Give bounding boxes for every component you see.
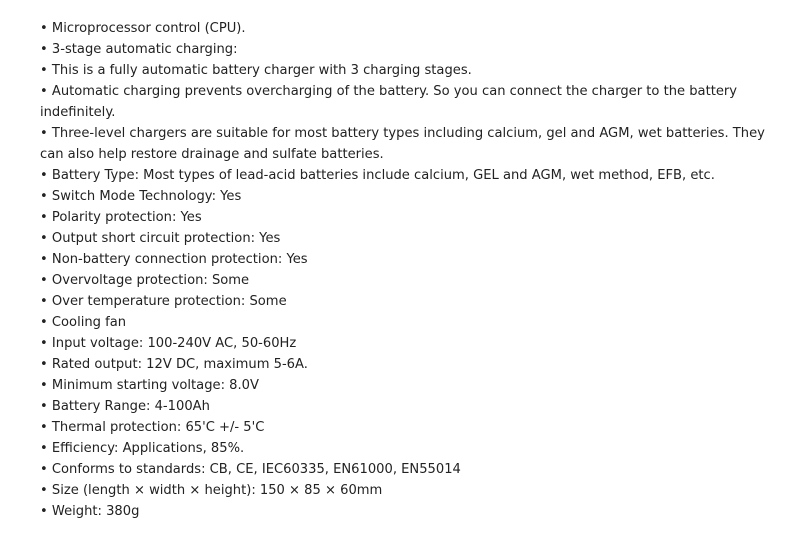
spec-text: Thermal protection: 65'C +/- 5'C <box>51 420 265 435</box>
bullet-glyph: • <box>40 273 48 288</box>
spec-text: Overvoltage protection: Some <box>51 273 250 288</box>
spec-item-min-starting-voltage <box>40 375 785 396</box>
bullet-glyph: • <box>40 399 48 414</box>
spec-item-polarity <box>40 207 785 228</box>
bullet-glyph: • <box>40 483 48 498</box>
spec-text: Battery Type: Most types of lead-acid batteries include calcium, GEL and AGM, wet method, EFB, etc. <box>51 168 715 183</box>
spec-item-overvoltage <box>40 270 785 291</box>
spec-text: Three-level chargers are suitable for most battery types including calcium, gel and AGM, wet batteries. They can also help restore drainage and sulfate batteries. <box>40 126 765 162</box>
spec-text: Microprocessor control (CPU). <box>51 21 246 36</box>
spec-text: This is a fully automatic battery charger with 3 charging stages. <box>51 63 472 78</box>
spec-list <box>40 18 785 522</box>
spec-text: Battery Range: 4-100Ah <box>51 399 210 414</box>
spec-item-3-stage <box>40 39 785 60</box>
bullet-glyph: • <box>40 231 48 246</box>
spec-item-fully-automatic <box>40 60 785 81</box>
bullet-glyph: • <box>40 84 48 99</box>
spec-item-input-voltage <box>40 333 785 354</box>
spec-text: Cooling fan <box>51 315 127 330</box>
spec-text: Efficiency: Applications, 85%. <box>51 441 245 456</box>
spec-item-overcharge <box>40 81 785 123</box>
spec-item-rated-output <box>40 354 785 375</box>
spec-text: Rated output: 12V DC, maximum 5-6A. <box>51 357 308 372</box>
spec-item-battery-type <box>40 165 785 186</box>
spec-text: Output short circuit protection: Yes <box>51 231 281 246</box>
spec-text: 3-stage automatic charging: <box>51 42 238 57</box>
spec-text: Input voltage: 100-240V AC, 50-60Hz <box>51 336 297 351</box>
bullet-glyph: • <box>40 21 48 36</box>
spec-item-switch-mode <box>40 186 785 207</box>
bullet-glyph: • <box>40 63 48 78</box>
spec-item-size <box>40 480 785 501</box>
bullet-glyph: • <box>40 252 48 267</box>
spec-item-cooling-fan <box>40 312 785 333</box>
spec-text: Non-battery connection protection: Yes <box>51 252 308 267</box>
bullet-glyph: • <box>40 357 48 372</box>
bullet-glyph: • <box>40 168 48 183</box>
spec-item-short-circuit <box>40 228 785 249</box>
spec-text: Over temperature protection: Some <box>51 294 287 309</box>
spec-text: Size (length × width × height): 150 × 85 × 60mm <box>51 483 383 498</box>
bullet-glyph: • <box>40 441 48 456</box>
bullet-glyph: • <box>40 210 48 225</box>
bullet-glyph: • <box>40 420 48 435</box>
bullet-glyph: • <box>40 378 48 393</box>
spec-text: Weight: 380g <box>51 504 140 519</box>
spec-item-three-level <box>40 123 785 165</box>
bullet-glyph: • <box>40 189 48 204</box>
bullet-glyph: • <box>40 42 48 57</box>
bullet-glyph: • <box>40 294 48 309</box>
bullet-glyph: • <box>40 462 48 477</box>
spec-item-cpu <box>40 18 785 39</box>
spec-item-over-temperature <box>40 291 785 312</box>
spec-text: Minimum starting voltage: 8.0V <box>51 378 259 393</box>
spec-item-efficiency <box>40 438 785 459</box>
bullet-glyph: • <box>40 315 48 330</box>
bullet-glyph: • <box>40 504 48 519</box>
spec-text: Polarity protection: Yes <box>51 210 202 225</box>
spec-text: Conforms to standards: CB, CE, IEC60335, EN61000, EN55014 <box>51 462 461 477</box>
spec-item-thermal-protection <box>40 417 785 438</box>
bullet-glyph: • <box>40 126 48 141</box>
spec-item-weight <box>40 501 785 522</box>
spec-text: Switch Mode Technology: Yes <box>51 189 242 204</box>
spec-item-battery-range <box>40 396 785 417</box>
spec-item-standards <box>40 459 785 480</box>
spec-text: Automatic charging prevents overcharging of the battery. So you can connect the charger to the battery indefinitely. <box>40 84 738 120</box>
spec-item-non-battery <box>40 249 785 270</box>
bullet-glyph: • <box>40 336 48 351</box>
